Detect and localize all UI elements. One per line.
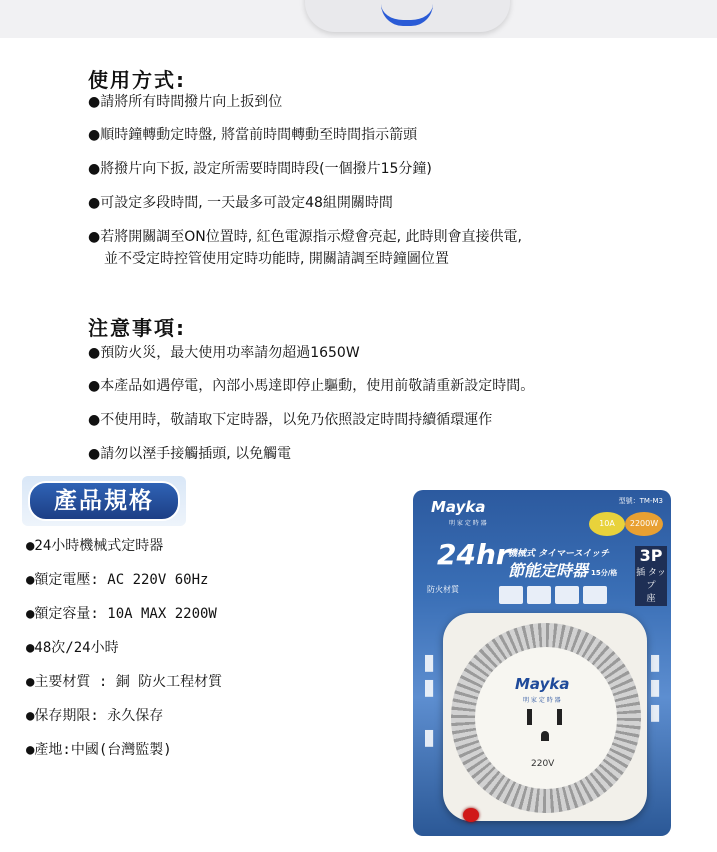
spec-item-5: ●主要材質 : 銅 防火工程材質	[26, 674, 223, 690]
notes-item-1: ●預防火災，最大使用功率請勿超過1650W	[88, 345, 360, 361]
badge-3p-sub1: 插 タップ	[636, 568, 666, 591]
spec-item-6: ●保存期限: 永久保存	[26, 708, 164, 724]
notes-item-3: ●不使用時，敬請取下定時器，以免乃依照設定時間持續循環運作	[88, 412, 493, 428]
package-title-small: 機械式 タイマースイッチ	[508, 549, 610, 559]
package-feature-icons	[499, 586, 619, 606]
package-title-main: 節能定時器	[508, 561, 589, 580]
badge-3p-sub2: 座	[646, 594, 656, 604]
timer-voltage-label: 220V	[531, 759, 555, 769]
power-socket	[521, 705, 571, 743]
spec-item-3: ●額定容量: 10A MAX 2200W	[26, 606, 217, 622]
timer-device	[443, 613, 647, 821]
usage-item-5: ●若將開關調至ON位置時, 紅色電源指示燈會亮起, 此時則會直接供電,	[88, 229, 522, 245]
timer-top-photo	[305, 0, 510, 32]
timer-dial	[451, 623, 641, 813]
notes-heading: 注意事項:	[88, 316, 186, 340]
notes-item-2: ●本產品如遇停電，內部小馬達即停止驅動，使用前敬請重新設定時間。	[88, 378, 535, 394]
package-3p-badge	[635, 546, 667, 606]
timer-face	[475, 647, 617, 789]
fireproof-label: 防火材質	[427, 585, 459, 594]
package-side-text-left: ▮ ▮ ▮	[423, 650, 436, 750]
power-indicator-lamp	[463, 808, 479, 822]
usage-item-4: ●可設定多段時間, 一天最多可設定48組開關時間	[88, 195, 393, 211]
usage-item-1: ●請將所有時間撥片向上扳到位	[88, 94, 283, 110]
spec-item-2: ●額定電壓: AC 220V 60Hz	[26, 572, 209, 588]
package-interval: 15分/格	[591, 569, 618, 577]
package-brand-sub: 明 家 定 時 器	[449, 520, 487, 527]
usage-item-2: ●順時鐘轉動定時盤, 將當前時間轉動至時間指示箭頭	[88, 127, 418, 143]
package-title-24hr: 24hr	[437, 538, 510, 571]
timer-brand-logo: Mayka	[515, 675, 570, 693]
spec-item-1: ●24小時機械式定時器	[26, 538, 164, 554]
spec-item-4: ●48次/24小時	[26, 640, 119, 656]
product-photo	[413, 490, 671, 836]
usage-heading: 使用方式:	[88, 68, 186, 92]
notes-item-4: ●請勿以溼手接觸插頭, 以免觸電	[88, 446, 292, 462]
spec-item-7: ●產地:中國(台灣監製)	[26, 742, 172, 758]
package-side-text-right: ▮ ▮ ▮	[649, 650, 662, 725]
rating-current-badge: 10A	[589, 512, 625, 536]
spec-badge	[22, 476, 186, 526]
rating-power-badge: 2200W	[625, 512, 663, 536]
badge-3p-label: 3P	[639, 546, 663, 565]
usage-item-5-cont: 並不受定時控管使用定時功能時, 開關請調至時鐘圖位置	[104, 251, 449, 267]
usage-item-3: ●將撥片向下扳, 設定所需要時間時段(一個撥片15分鐘)	[88, 161, 432, 177]
package-model: 型號：TM-M3	[618, 497, 663, 505]
timer-brand-sub: 明 家 定 時 器	[523, 697, 561, 704]
spec-badge-label: 產品規格	[28, 481, 180, 521]
package-brand-logo: Mayka	[431, 498, 486, 516]
